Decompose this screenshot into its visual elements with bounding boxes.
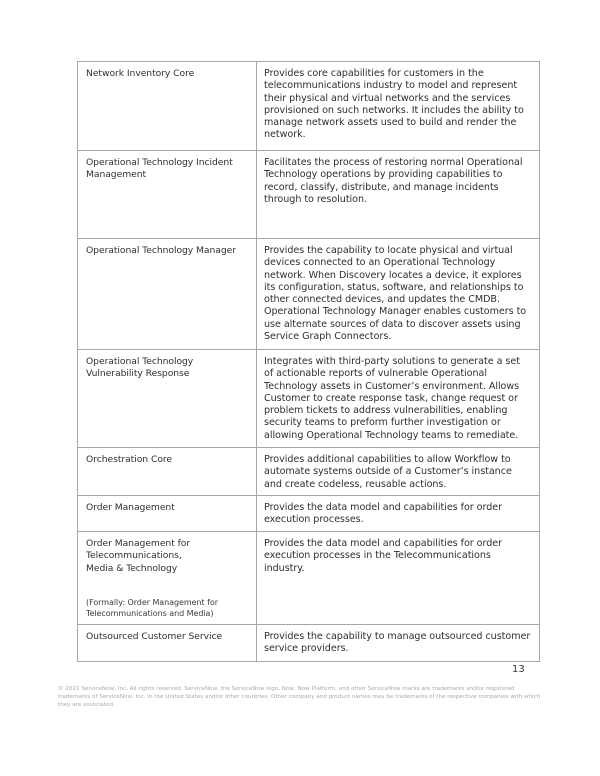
product-description: Facilitates the process of restoring normal Operational Technology operations by providing capabilities to record, classify, distribute, and manage incidents through to resolution.: [257, 151, 540, 239]
table-row: [78, 350, 540, 448]
product-name: Operational Technology Incident Management: [86, 157, 233, 181]
product-name-cell: [78, 62, 257, 151]
product-name-cell: [78, 448, 257, 496]
table-row: [78, 625, 540, 662]
product-name-line: Order Management for: [86, 538, 191, 549]
product-name: Outsourced Customer Service: [86, 631, 223, 642]
table-row: [78, 62, 540, 151]
product-description: Provides additional capabilities to allow Workflow to automate systems outside of a Customer’s instance and create codeless, reusable actions.: [257, 448, 540, 496]
product-name-cell: [78, 496, 257, 532]
product-description: Provides the data model and capabilities for order execution processes in the Telecommunications industry.: [257, 532, 540, 625]
product-name-cell: [78, 239, 257, 350]
product-name-cell: [78, 151, 257, 239]
product-name: Operational Technology Manager: [86, 245, 236, 256]
product-name-line: Vulnerability Response: [86, 368, 190, 380]
product-description: Provides the data model and capabilities for order execution processes.: [257, 496, 540, 532]
table-row: [78, 496, 540, 532]
product-name: Order Management: [86, 502, 175, 513]
product-description: Provides the capability to manage outsourced customer service providers.: [257, 625, 540, 662]
table-row: [78, 532, 540, 625]
table-row: [78, 239, 540, 350]
product-name-line: Media & Technology: [86, 562, 178, 574]
page-number: 13: [512, 664, 525, 675]
product-name: Orchestration Core: [86, 454, 173, 465]
product-name-cell: [78, 532, 257, 625]
product-description: Provides core capabilities for customers in the telecommunications industry to model and represent their physical and virtual networks and the services provisioned on such networks. It includes the ability to manage network assets used to build and render the network.: [257, 62, 540, 151]
table-row: [78, 448, 540, 496]
product-name-cell: [78, 625, 257, 662]
copyright-footer: © 2022 ServiceNow, Inc. All rights reserved. ServiceNow, the ServiceNow logo, Now, Now Platform, and other ServiceNow marks are trademarks and/or registered trademarks of ServiceNow, Inc. in the United States and/or other countries. Other company and product names may be trademarks of the respective companies with which they are associated.: [58, 686, 541, 709]
product-name-line: Telecommunications,: [86, 550, 182, 562]
product-description: Integrates with third-party solutions to generate a set of actionable reports of vulnerable Operational Technology assets in Customer’s environment. Allows Customer to create response task, change request or problem tickets to address vulnerabilities, enabling security teams to preform further investigation or allowing Operational Technology teams to remediate.: [257, 350, 540, 448]
product-description: Provides the capability to locate physical and virtual devices connected to an Operational Technology network. When Discovery locates a device, it explores its configuration, status, software, and relationships to other connected devices, and updates the CMDB. Operational Technology Manager enables customers to use alternate sources of data to discover assets using Service Graph Connectors.: [257, 239, 540, 350]
product-name-line: Operational Technology: [86, 356, 194, 367]
table-row: [78, 151, 540, 239]
product-name-cell: [78, 350, 257, 448]
product-name: Network Inventory Core: [86, 68, 195, 79]
product-description-table: [77, 61, 540, 662]
former-name-note: (Formally: Order Management for Telecommunications and Media): [86, 597, 218, 618]
